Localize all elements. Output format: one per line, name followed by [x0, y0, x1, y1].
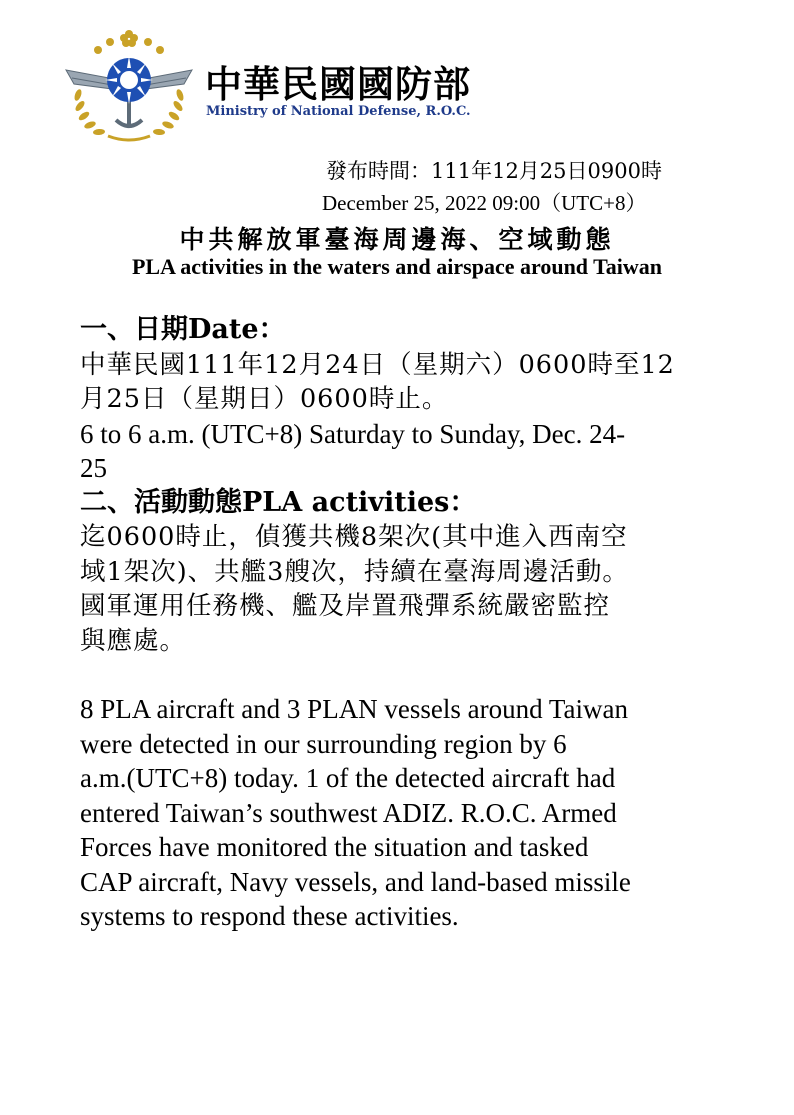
- date-heading: 一、日期Date：: [80, 314, 286, 345]
- activities-zh-line: 國軍運用任務機、艦及岸置飛彈系統嚴密監控: [80, 591, 611, 621]
- activities-zh-line: 域1架次)、共艦3艘次，持續在臺海周邊活動。: [80, 556, 629, 587]
- org-name-zh: 中華民國國防部: [205, 62, 471, 106]
- activities-en-line: CAP aircraft, Navy vessels, and land-based missile: [80, 866, 631, 897]
- activities-en-line: 8 PLA aircraft and 3 PLAN vessels around Taiwan: [80, 694, 628, 724]
- activities-en-line: Forces have monitored the situation and tasked: [80, 832, 589, 862]
- activities-en-line: a.m.(UTC+8) today. 1 of the detected aircraft had: [80, 763, 616, 793]
- activities-zh-line: 迄0600時止，偵獲共機8架次(其中進入西南空: [80, 522, 628, 552]
- org-name-en: Ministry of National Defense, R.O.C.: [206, 104, 471, 119]
- page-title-zh: 中共解放軍臺海周邊海、空域動態: [179, 225, 615, 254]
- release-time-zh: 發布時間：111年12月25日0900時: [326, 159, 662, 183]
- ministry-emblem-icon: [58, 28, 200, 146]
- release-time-en: December 25, 2022 09:00（UTC+8）: [322, 191, 647, 215]
- paragraph-spacer: [80, 658, 740, 692]
- date-en-line: 25: [80, 453, 107, 483]
- activities-en-line: were detected in our surrounding region by 6: [80, 728, 567, 759]
- activities-heading: 二、活動動態PLA activities：: [80, 486, 477, 518]
- date-zh-line: 中華民國111年12月24日（星期六）0600時至12: [80, 349, 675, 380]
- release-body: [80, 313, 740, 934]
- date-zh-line: 月25日（星期日）0600時止。: [80, 384, 449, 414]
- date-en-line: 6 to 6 a.m. (UTC+8) Saturday to Sunday, Dec. 24-: [80, 418, 626, 449]
- release-time-block: [322, 155, 662, 219]
- activities-en-line: entered Taiwan’s southwest ADIZ. R.O.C. Armed: [80, 797, 617, 828]
- activities-zh-line: 與應處。: [80, 625, 187, 656]
- activities-en-line: systems to respond these activities.: [80, 901, 459, 931]
- page-title-en: PLA activities in the waters and airspace around Taiwan: [131, 254, 663, 279]
